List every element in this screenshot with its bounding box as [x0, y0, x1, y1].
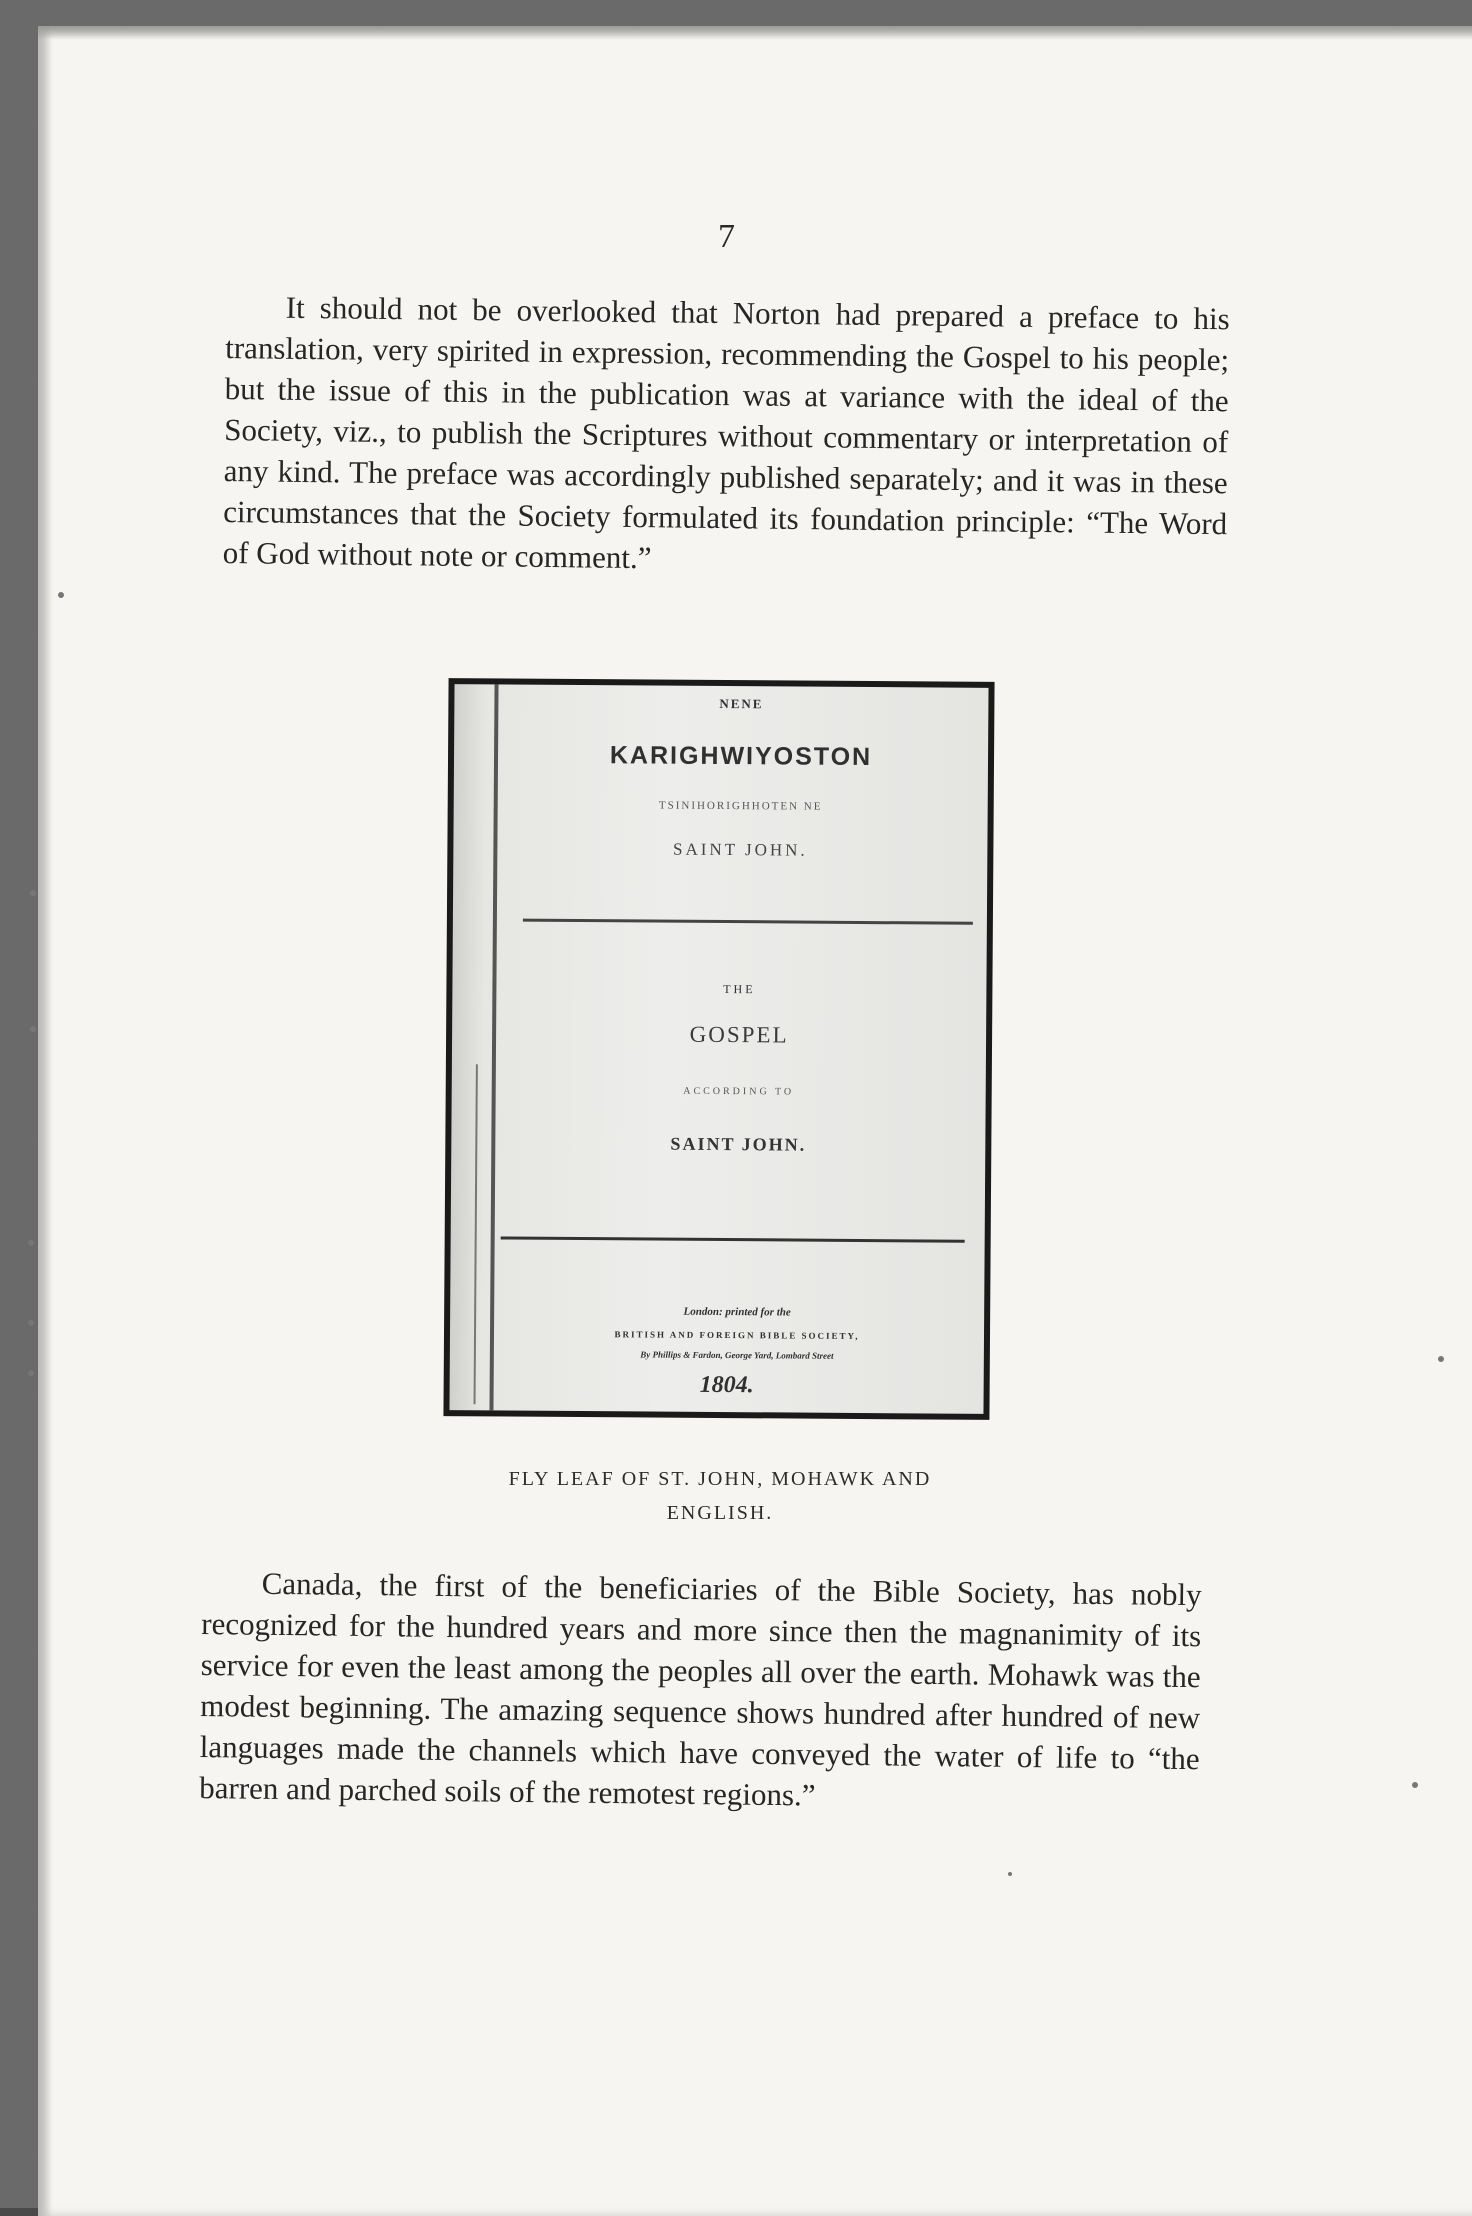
- scan-speck: [28, 1320, 34, 1326]
- scan-speck: [30, 1026, 36, 1032]
- fly-leaf-page: [449, 684, 988, 1414]
- page-number: 7: [718, 218, 735, 255]
- fly-leaf-line-the: THE: [723, 982, 756, 997]
- page-gutter-shadow: [38, 26, 52, 2216]
- caption-line-1: FLY LEAF OF ST. JOHN, MOHAWK AND: [508, 1468, 932, 1490]
- fly-leaf-gospel: GOSPEL: [689, 1021, 789, 1048]
- page-top-shadow: [38, 26, 1472, 40]
- figure-caption: [400, 1462, 1040, 1530]
- scan-speck: [28, 1240, 34, 1246]
- fly-leaf-divider-bottom: [501, 1236, 965, 1242]
- scan-speck: [1412, 1782, 1418, 1788]
- scan-speck: [1008, 1872, 1012, 1876]
- scan-speck: [1438, 1356, 1444, 1362]
- spine-line-left: [489, 684, 498, 1410]
- paragraph-norton-preface: It should not be overlooked that Norton had prepared a preface to his translation, very spirited in expression, recommending the Gospel to his people; but the issue of this in the publication was at variance with the ideal of the Society, viz., to publish the Scriptures without commentary or interpretation of any kind. The preface was accordingly published separately; and it was in these circumstances that the Society formulated its foundation principle: “The Word of God without note or comment.”: [222, 289, 1230, 576]
- fly-leaf-english-saint-john: SAINT JOHN.: [670, 1133, 807, 1155]
- fly-leaf-according-to: ACCORDING TO: [683, 1085, 795, 1098]
- fly-leaf-handwritten-date: 1804.: [699, 1371, 754, 1399]
- fly-leaf-imprint-society: BRITISH AND FOREIGN BIBLE SOCIETY,: [614, 1329, 860, 1341]
- fly-leaf-imprint-london: London: printed for the: [683, 1305, 791, 1319]
- fly-leaf-mohawk-title: KARIGHWIYOSTON: [609, 741, 873, 772]
- scan-speck: [58, 592, 64, 598]
- scan-speck: [28, 1370, 34, 1376]
- fly-leaf-mohawk-subtitle: TSINIHORIGHHOTEN NE: [658, 799, 823, 813]
- paragraph-canada: Canada, the first of the beneficiaries of the Bible Society, has nobly recognized for the hundred years and more since then the magnanimity of its service for even the least among the peoples all over the earth. Mohawk was the modest beginning. The amazing sequence shows hundred after hundred of new languages made the channels which have conveyed the water of life to “the barren and parched soils of the remotest regions.”: [199, 1565, 1202, 1813]
- fly-leaf-line-nene: NENE: [719, 695, 764, 712]
- fly-leaf-mohawk-saint-john: SAINT JOHN.: [672, 839, 808, 860]
- fly-leaf-image: [443, 678, 994, 1420]
- fly-leaf-imprint-printer: By Phillips & Fardon, George Yard, Lombard Street: [640, 1349, 834, 1361]
- scan-speck: [30, 890, 36, 896]
- caption-line-2: ENGLISH.: [666, 1502, 774, 1524]
- fly-leaf-divider-top: [523, 919, 973, 925]
